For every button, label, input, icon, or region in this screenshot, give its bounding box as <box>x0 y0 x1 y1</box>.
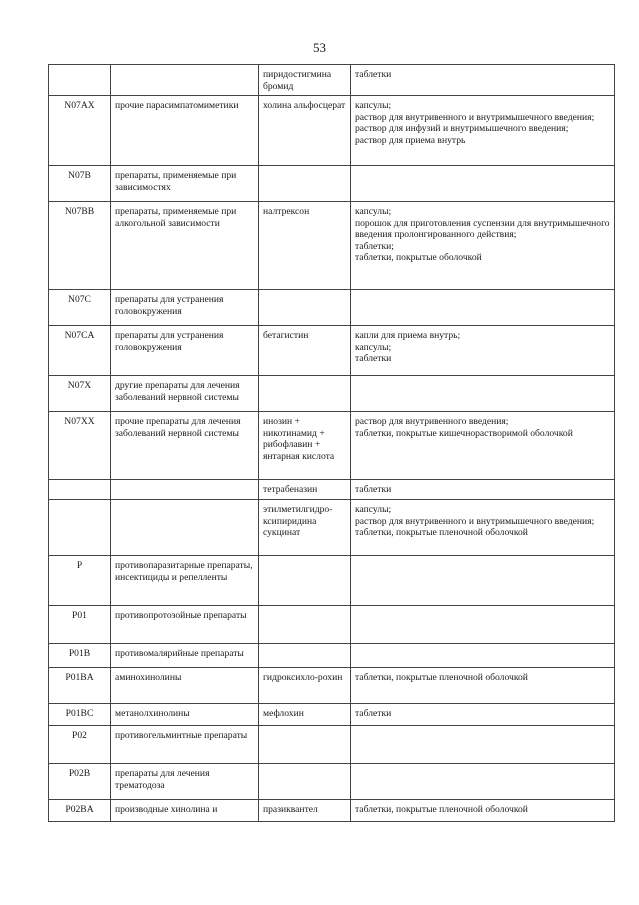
table-row <box>49 65 615 96</box>
drug-table-body <box>49 65 615 822</box>
drug-name-cell: инозин + никотинамид + рибофлавин + янтарная кислота <box>259 412 351 480</box>
table-row <box>49 166 615 202</box>
table-row <box>49 96 615 166</box>
dosage-form-line: раствор для приема внутрь <box>355 134 466 146</box>
dosage-form-line: таблетки, покрытые пленочной оболочкой <box>355 804 528 815</box>
anatomical-group-cell <box>111 500 259 556</box>
atc-code-cell: N07CA <box>49 326 111 376</box>
table-row <box>49 290 615 326</box>
drug-name-cell <box>259 644 351 668</box>
dosage-form-line: раствор для внутривенного введения; <box>355 416 509 427</box>
atc-code-cell: N07BB <box>49 202 111 290</box>
dosage-form-line: таблетки <box>355 353 392 364</box>
anatomical-group-cell: препараты, применяемые при зависимостях <box>111 166 259 202</box>
dosage-form-cell <box>351 166 615 202</box>
drug-name-cell: холина альфосцерат <box>259 96 351 166</box>
dosage-form-cell <box>351 412 615 480</box>
dosage-form-line: капсулы; <box>355 504 392 515</box>
dosage-form-cell <box>351 376 615 412</box>
table-row <box>49 800 615 822</box>
dosage-form-cell <box>351 764 615 800</box>
drug-name-cell: бетагистин <box>259 326 351 376</box>
table-row <box>49 376 615 412</box>
page-number: 53 <box>313 40 326 55</box>
dosage-form-line: таблетки <box>355 484 392 495</box>
atc-code-cell: P02B <box>49 764 111 800</box>
dosage-form-cell <box>351 96 615 166</box>
atc-code-cell: N07X <box>49 376 111 412</box>
atc-code-cell <box>49 500 111 556</box>
atc-code-cell: P01BC <box>49 704 111 726</box>
table-row <box>49 480 615 500</box>
dosage-form-line: капсулы; <box>355 206 392 217</box>
dosage-form-line: таблетки; <box>355 240 394 252</box>
dosage-form-line: таблетки <box>355 69 392 80</box>
anatomical-group-cell: препараты для лечения трематодоза <box>111 764 259 800</box>
anatomical-group-cell: противопаразитарные препараты, инсектициды и репелленты <box>111 556 259 606</box>
drug-name-cell: пиридостигмина бромид <box>259 65 351 96</box>
drug-name-cell <box>259 556 351 606</box>
anatomical-group-cell: препараты для устранения головокружения <box>111 290 259 326</box>
dosage-form-cell <box>351 556 615 606</box>
drug-name-cell <box>259 166 351 202</box>
dosage-form-line: таблетки, покрытые кишечнорастворимой оболочкой <box>355 427 573 439</box>
drug-name-cell: гидроксихло-рохин <box>259 668 351 704</box>
table-row <box>49 500 615 556</box>
table-row <box>49 556 615 606</box>
dosage-form-cell <box>351 726 615 764</box>
table-row <box>49 606 615 644</box>
dosage-form-line: капли для приема внутрь; <box>355 330 461 341</box>
anatomical-group-cell: метанолхинолины <box>111 704 259 726</box>
dosage-form-line: раствор для внутривенного и внутримышечного введения; <box>355 111 595 123</box>
anatomical-group-cell: противопротозойные препараты <box>111 606 259 644</box>
table-row <box>49 764 615 800</box>
anatomical-group-cell: противогельминтные препараты <box>111 726 259 764</box>
atc-code-cell: N07XX <box>49 412 111 480</box>
atc-code-cell: N07B <box>49 166 111 202</box>
anatomical-group-cell: аминохинолины <box>111 668 259 704</box>
table-row <box>49 726 615 764</box>
table-row <box>49 704 615 726</box>
dosage-form-cell <box>351 800 615 822</box>
dosage-form-line: порошок для приготовления суспензии для внутримышечного введения пролонгированного действия; <box>355 217 610 240</box>
drug-table <box>48 64 615 822</box>
dosage-form-cell <box>351 644 615 668</box>
drug-name-cell <box>259 376 351 412</box>
table-row <box>49 202 615 290</box>
dosage-form-cell <box>351 606 615 644</box>
drug-name-cell: налтрексон <box>259 202 351 290</box>
table-row <box>49 412 615 480</box>
dosage-form-cell <box>351 65 615 96</box>
table-row <box>49 644 615 668</box>
anatomical-group-cell: производные хинолина и <box>111 800 259 822</box>
dosage-form-cell <box>351 202 615 290</box>
anatomical-group-cell: другие препараты для лечения заболеваний нервной системы <box>111 376 259 412</box>
dosage-form-cell <box>351 290 615 326</box>
drug-name-cell: мефлохин <box>259 704 351 726</box>
dosage-form-line: таблетки, покрытые оболочкой <box>355 252 482 263</box>
anatomical-group-cell <box>111 480 259 500</box>
atc-code-cell: P01 <box>49 606 111 644</box>
dosage-form-line: раствор для инфузий и внутримышечного введения; <box>355 123 569 134</box>
atc-code-cell: N07AX <box>49 96 111 166</box>
anatomical-group-cell: прочие препараты для лечения заболеваний нервной системы <box>111 412 259 480</box>
atc-code-cell: P02 <box>49 726 111 764</box>
dosage-form-line: таблетки, покрытые пленочной оболочкой <box>355 527 528 538</box>
drug-name-cell: празиквантел <box>259 800 351 822</box>
dosage-form-line: таблетки <box>355 708 392 719</box>
dosage-form-line: капсулы; <box>355 341 392 353</box>
dosage-form-cell <box>351 326 615 376</box>
atc-code-cell: P01B <box>49 644 111 668</box>
table-row <box>49 326 615 376</box>
atc-code-cell: N07C <box>49 290 111 326</box>
atc-code-cell <box>49 65 111 96</box>
anatomical-group-cell: прочие парасимпатомиметики <box>111 96 259 166</box>
anatomical-group-cell <box>111 65 259 96</box>
atc-code-cell: P02BA <box>49 800 111 822</box>
dosage-form-cell <box>351 704 615 726</box>
drug-name-cell <box>259 726 351 764</box>
atc-code-cell: P <box>49 556 111 606</box>
drug-name-cell <box>259 290 351 326</box>
drug-name-cell <box>259 606 351 644</box>
drug-name-cell <box>259 764 351 800</box>
table-row <box>49 668 615 704</box>
anatomical-group-cell: противомалярийные препараты <box>111 644 259 668</box>
atc-code-cell: P01BA <box>49 668 111 704</box>
dosage-form-cell <box>351 480 615 500</box>
anatomical-group-cell: препараты для устранения головокружения <box>111 326 259 376</box>
anatomical-group-cell: препараты, применяемые при алкогольной зависимости <box>111 202 259 290</box>
dosage-form-line: таблетки, покрытые пленочной оболочкой <box>355 672 528 683</box>
dosage-form-cell <box>351 668 615 704</box>
drug-name-cell: этилметилгидро-ксипиридина сукцинат <box>259 500 351 556</box>
dosage-form-cell <box>351 500 615 556</box>
drug-name-cell: тетрабеназин <box>259 480 351 500</box>
atc-code-cell <box>49 480 111 500</box>
dosage-form-line: капсулы; <box>355 100 392 111</box>
dosage-form-line: раствор для внутривенного и внутримышечного введения; <box>355 515 595 527</box>
